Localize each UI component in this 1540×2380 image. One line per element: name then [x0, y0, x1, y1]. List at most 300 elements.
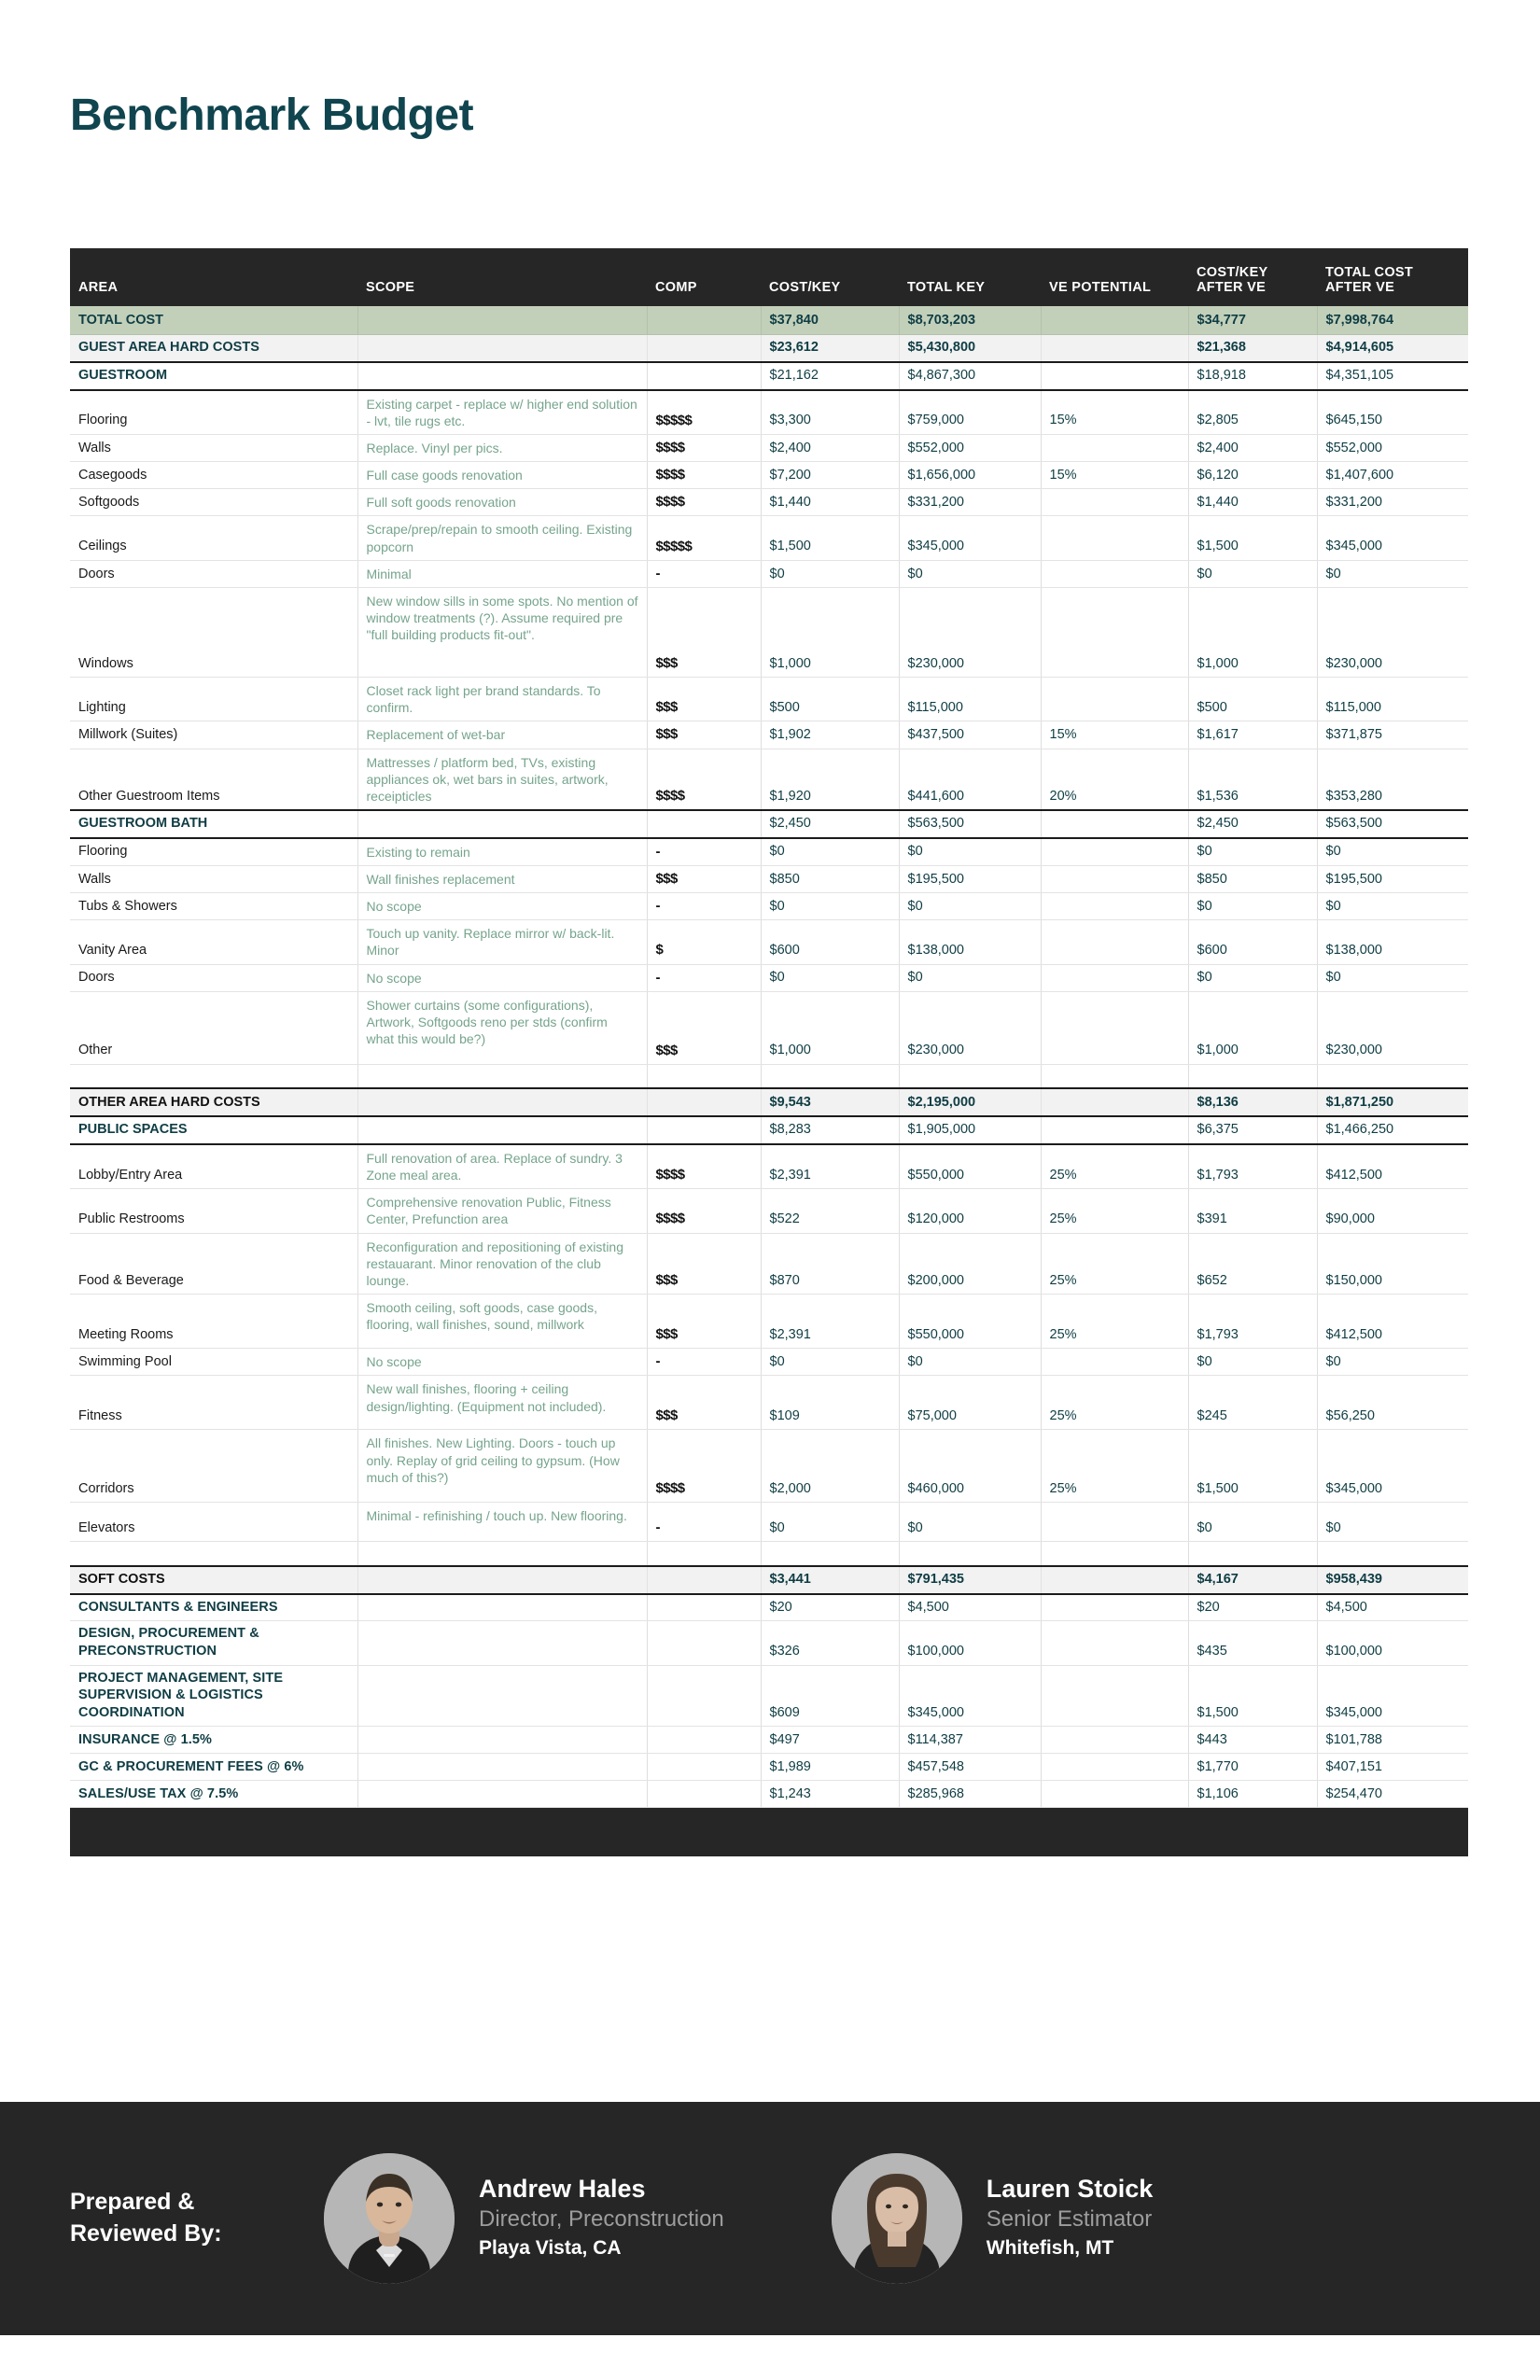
soft-cost-row	[70, 1594, 1468, 1621]
cell-area: GUESTROOM BATH	[70, 810, 357, 838]
cell-area: SALES/USE TAX @ 7.5%	[70, 1781, 357, 1808]
cell-tc_ve: $138,000	[1317, 920, 1468, 964]
cell-tc_ve: $4,914,605	[1317, 334, 1468, 362]
cell-tc_ve: $1,466,250	[1317, 1116, 1468, 1144]
line-item-row	[70, 1189, 1468, 1233]
cell-tc_ve: $90,000	[1317, 1189, 1468, 1233]
cell-total_key: $230,000	[899, 588, 1041, 678]
spacer-cell	[70, 1064, 357, 1088]
cell-total_key: $437,500	[899, 721, 1041, 749]
cell-cost_key: $0	[761, 838, 899, 866]
cell-ve: 25%	[1041, 1144, 1188, 1189]
cell-tc_ve: $115,000	[1317, 678, 1468, 721]
line-item-row	[70, 991, 1468, 1064]
line-item-row	[70, 462, 1468, 489]
spacer-cell	[1317, 1064, 1468, 1088]
cell-area: Elevators	[70, 1503, 357, 1542]
line-item-row	[70, 1233, 1468, 1295]
cell-ve	[1041, 1665, 1188, 1727]
cell-total_key: $550,000	[899, 1295, 1041, 1349]
cell-comp: -	[647, 560, 761, 587]
cell-tc_ve: $345,000	[1317, 1430, 1468, 1503]
cell-total_key: $791,435	[899, 1566, 1041, 1594]
cell-tc_ve: $331,200	[1317, 489, 1468, 516]
cell-ck_ve: $1,617	[1188, 721, 1317, 749]
cell-ve: 25%	[1041, 1189, 1188, 1233]
cell-cost_key: $7,200	[761, 462, 899, 489]
spacer-cell	[357, 1542, 647, 1566]
table-header-row	[70, 248, 1468, 306]
cell-scope: Minimal - refinishing / touch up. New flooring.	[357, 1503, 647, 1542]
cell-comp: -	[647, 838, 761, 866]
spacer-cell	[1041, 1064, 1188, 1088]
cell-tc_ve: $56,250	[1317, 1376, 1468, 1430]
cell-tc_ve: $407,151	[1317, 1754, 1468, 1781]
cell-scope: Mattresses / platform bed, TVs, existing appliances ok, wet bars in suites, artwork, receipticles	[357, 749, 647, 810]
cell-tc_ve: $563,500	[1317, 810, 1468, 838]
person-role: Director, Preconstruction	[479, 2206, 724, 2233]
person-location: Whitefish, MT	[986, 2237, 1114, 2260]
cell-tc_ve: $230,000	[1317, 991, 1468, 1064]
line-item-row	[70, 893, 1468, 920]
cell-comp	[647, 810, 761, 838]
line-item-row	[70, 1295, 1468, 1349]
column-header-scope	[357, 248, 647, 306]
cell-cost_key: $326	[761, 1621, 899, 1665]
column-header-label: TOTAL COST	[1325, 265, 1414, 280]
cell-tc_ve: $7,998,764	[1317, 306, 1468, 334]
cell-ve	[1041, 560, 1188, 587]
cell-comp: -	[647, 964, 761, 991]
cell-total_key: $115,000	[899, 678, 1041, 721]
cell-ve	[1041, 588, 1188, 678]
cell-area: DESIGN, PROCUREMENT & PRECONSTRUCTION	[70, 1621, 357, 1665]
cell-tc_ve: $958,439	[1317, 1566, 1468, 1594]
cell-area: Vanity Area	[70, 920, 357, 964]
cell-cost_key: $37,840	[761, 306, 899, 334]
cell-ck_ve: $1,770	[1188, 1754, 1317, 1781]
line-item-row	[70, 1430, 1468, 1503]
cell-comp: $$$$	[647, 462, 761, 489]
cell-cost_key: $1,902	[761, 721, 899, 749]
cell-total_key: $550,000	[899, 1144, 1041, 1189]
cell-area: Flooring	[70, 838, 357, 866]
cell-cost_key: $0	[761, 964, 899, 991]
soft-cost-row	[70, 1665, 1468, 1727]
man-headshot-icon	[324, 2153, 455, 2284]
cell-area: TOTAL COST	[70, 306, 357, 334]
cell-ve	[1041, 1781, 1188, 1808]
cell-ck_ve: $18,918	[1188, 362, 1317, 390]
cell-tc_ve: $552,000	[1317, 434, 1468, 461]
cell-comp: $$$	[647, 678, 761, 721]
cell-tc_ve: $0	[1317, 893, 1468, 920]
cell-ve: 25%	[1041, 1233, 1188, 1295]
subtotal-row	[70, 1566, 1468, 1594]
cell-total_key: $195,500	[899, 865, 1041, 892]
cell-area: OTHER AREA HARD COSTS	[70, 1088, 357, 1116]
cell-comp	[647, 1566, 761, 1594]
cell-ck_ve: $8,136	[1188, 1088, 1317, 1116]
cell-area: Casegoods	[70, 462, 357, 489]
cell-comp	[647, 362, 761, 390]
person-card-andrew-hales	[324, 2153, 724, 2284]
cell-tc_ve: $195,500	[1317, 865, 1468, 892]
cell-comp	[647, 1088, 761, 1116]
cell-total_key: $5,430,800	[899, 334, 1041, 362]
cell-cost_key: $109	[761, 1376, 899, 1430]
line-item-row	[70, 678, 1468, 721]
cell-ve	[1041, 810, 1188, 838]
cell-ve	[1041, 362, 1188, 390]
cell-ve	[1041, 678, 1188, 721]
cell-cost_key: $2,000	[761, 1430, 899, 1503]
table-end-bar	[70, 1808, 1468, 1856]
cell-ck_ve: $0	[1188, 1349, 1317, 1376]
cell-area: Flooring	[70, 390, 357, 435]
spacer-cell	[1317, 1542, 1468, 1566]
cell-tc_ve: $4,351,105	[1317, 362, 1468, 390]
cell-scope	[357, 1088, 647, 1116]
line-item-row	[70, 390, 1468, 435]
cell-ve	[1041, 1566, 1188, 1594]
cell-cost_key: $20	[761, 1594, 899, 1621]
cell-ck_ve: $20	[1188, 1594, 1317, 1621]
cell-ck_ve: $0	[1188, 560, 1317, 587]
cell-comp: $$$$	[647, 434, 761, 461]
cell-ve	[1041, 865, 1188, 892]
cell-total_key: $138,000	[899, 920, 1041, 964]
cell-area: Softgoods	[70, 489, 357, 516]
cell-cost_key: $1,000	[761, 588, 899, 678]
cell-ve: 15%	[1041, 462, 1188, 489]
person-location: Playa Vista, CA	[479, 2237, 622, 2260]
column-header-label: AREA	[78, 280, 119, 295]
line-item-row	[70, 964, 1468, 991]
cell-tc_ve: $230,000	[1317, 588, 1468, 678]
cell-scope: Existing carpet - replace w/ higher end solution - lvt, tile rugs etc.	[357, 390, 647, 435]
column-header-label: COMP	[655, 280, 697, 295]
cell-tc_ve: $345,000	[1317, 516, 1468, 560]
cell-cost_key: $870	[761, 1233, 899, 1295]
cell-scope: New wall finishes, flooring + ceiling design/lighting. (Equipment not included).	[357, 1376, 647, 1430]
cell-scope: Closet rack light per brand standards. To confirm.	[357, 678, 647, 721]
cell-area: Windows	[70, 588, 357, 678]
cell-ve	[1041, 489, 1188, 516]
cell-tc_ve: $0	[1317, 838, 1468, 866]
cell-area: Other	[70, 991, 357, 1064]
cell-area: Tubs & Showers	[70, 893, 357, 920]
cell-ck_ve: $245	[1188, 1376, 1317, 1430]
cell-ve	[1041, 434, 1188, 461]
cell-scope	[357, 362, 647, 390]
table-end-bar-cell	[70, 1808, 1468, 1856]
group-header-row	[70, 810, 1468, 838]
cell-comp: $$$	[647, 588, 761, 678]
cell-comp: $$$	[647, 1376, 761, 1430]
cell-total_key: $4,500	[899, 1594, 1041, 1621]
cell-ve	[1041, 1727, 1188, 1754]
cell-ve	[1041, 1349, 1188, 1376]
cell-cost_key: $1,920	[761, 749, 899, 810]
cell-ve	[1041, 1621, 1188, 1665]
cell-scope: All finishes. New Lighting. Doors - touch up only. Replay of grid ceiling to gypsum. (How much of this?)	[357, 1430, 647, 1503]
cell-cost_key: $1,500	[761, 516, 899, 560]
cell-cost_key: $1,000	[761, 991, 899, 1064]
cell-ck_ve: $391	[1188, 1189, 1317, 1233]
prepared-label-line2: Reviewed By:	[70, 2220, 222, 2247]
cell-scope	[357, 1665, 647, 1727]
cell-comp: $$$	[647, 991, 761, 1064]
cell-scope: Full soft goods renovation	[357, 489, 647, 516]
cell-total_key: $1,656,000	[899, 462, 1041, 489]
cell-area: Lobby/Entry Area	[70, 1144, 357, 1189]
table-spacer-row	[70, 1542, 1468, 1566]
cell-area: Doors	[70, 964, 357, 991]
cell-comp	[647, 1621, 761, 1665]
cell-area: GUEST AREA HARD COSTS	[70, 334, 357, 362]
soft-cost-row	[70, 1621, 1468, 1665]
cell-ve	[1041, 893, 1188, 920]
woman-headshot-icon	[832, 2153, 962, 2284]
cell-scope: Wall finishes replacement	[357, 865, 647, 892]
cell-ve: 25%	[1041, 1430, 1188, 1503]
cell-tc_ve: $254,470	[1317, 1781, 1468, 1808]
cell-ve: 20%	[1041, 749, 1188, 810]
cell-total_key: $230,000	[899, 991, 1041, 1064]
cell-cost_key: $8,283	[761, 1116, 899, 1144]
cell-total_key: $1,905,000	[899, 1116, 1041, 1144]
line-item-row	[70, 749, 1468, 810]
group-header-row	[70, 362, 1468, 390]
cell-comp: $$$$	[647, 749, 761, 810]
cell-scope	[357, 810, 647, 838]
cell-ve	[1041, 516, 1188, 560]
cell-total_key: $285,968	[899, 1781, 1041, 1808]
cell-total_key: $8,703,203	[899, 306, 1041, 334]
cell-total_key: $0	[899, 1349, 1041, 1376]
cell-comp	[647, 1116, 761, 1144]
cell-area: Lighting	[70, 678, 357, 721]
cell-total_key: $331,200	[899, 489, 1041, 516]
soft-cost-row	[70, 1727, 1468, 1754]
cell-comp: $$$$	[647, 1189, 761, 1233]
spacer-cell	[357, 1064, 647, 1088]
cell-cost_key: $0	[761, 560, 899, 587]
line-item-row	[70, 1376, 1468, 1430]
cell-total_key: $120,000	[899, 1189, 1041, 1233]
cell-ve	[1041, 1754, 1188, 1781]
cell-area: Walls	[70, 865, 357, 892]
cell-ck_ve: $6,375	[1188, 1116, 1317, 1144]
spacer-cell	[647, 1542, 761, 1566]
person-role: Senior Estimator	[986, 2206, 1153, 2233]
person-info-andrew-hales	[479, 2175, 724, 2261]
cell-ve	[1041, 1503, 1188, 1542]
cell-ck_ve: $1,500	[1188, 516, 1317, 560]
cell-area: PUBLIC SPACES	[70, 1116, 357, 1144]
cell-cost_key: $600	[761, 920, 899, 964]
cell-ck_ve: $0	[1188, 893, 1317, 920]
avatar-andrew-hales	[324, 2153, 455, 2284]
cell-ck_ve: $1,500	[1188, 1665, 1317, 1727]
cell-area: INSURANCE @ 1.5%	[70, 1727, 357, 1754]
cell-scope	[357, 1727, 647, 1754]
cell-ve	[1041, 306, 1188, 334]
cell-scope: Full case goods renovation	[357, 462, 647, 489]
cell-scope	[357, 1754, 647, 1781]
cell-scope: No scope	[357, 893, 647, 920]
cell-tc_ve: $353,280	[1317, 749, 1468, 810]
cell-tc_ve: $0	[1317, 964, 1468, 991]
cell-cost_key: $850	[761, 865, 899, 892]
cell-ve	[1041, 1088, 1188, 1116]
line-item-row	[70, 1503, 1468, 1542]
cell-total_key: $200,000	[899, 1233, 1041, 1295]
spacer-cell	[761, 1542, 899, 1566]
cell-cost_key: $23,612	[761, 334, 899, 362]
cell-cost_key: $0	[761, 893, 899, 920]
cell-ve: 25%	[1041, 1376, 1188, 1430]
cell-scope: Replacement of wet-bar	[357, 721, 647, 749]
cell-ck_ve: $1,000	[1188, 588, 1317, 678]
cell-cost_key: $0	[761, 1503, 899, 1542]
table-spacer-row	[70, 1064, 1468, 1088]
cell-area: Corridors	[70, 1430, 357, 1503]
line-item-row	[70, 560, 1468, 587]
line-item-row	[70, 920, 1468, 964]
cell-comp: $$$$$	[647, 516, 761, 560]
spacer-cell	[899, 1542, 1041, 1566]
cell-comp	[647, 1727, 761, 1754]
cell-ck_ve: $850	[1188, 865, 1317, 892]
cell-ck_ve: $1,536	[1188, 749, 1317, 810]
cell-ve: 25%	[1041, 1295, 1188, 1349]
cell-ck_ve: $0	[1188, 964, 1317, 991]
cell-tc_ve: $412,500	[1317, 1295, 1468, 1349]
spacer-cell	[899, 1064, 1041, 1088]
cell-ck_ve: $435	[1188, 1621, 1317, 1665]
column-header-cost_key	[761, 248, 899, 306]
cell-scope	[357, 306, 647, 334]
cell-scope: Existing to remain	[357, 838, 647, 866]
cell-total_key: $759,000	[899, 390, 1041, 435]
cell-total_key: $0	[899, 893, 1041, 920]
column-header-label: TOTAL KEY	[907, 280, 986, 295]
cell-ck_ve: $0	[1188, 838, 1317, 866]
cell-tc_ve: $101,788	[1317, 1727, 1468, 1754]
cell-cost_key: $1,440	[761, 489, 899, 516]
person-name: Lauren Stoick	[986, 2175, 1154, 2204]
cell-scope	[357, 1566, 647, 1594]
cell-area: CONSULTANTS & ENGINEERS	[70, 1594, 357, 1621]
cell-area: Meeting Rooms	[70, 1295, 357, 1349]
cell-cost_key: $2,391	[761, 1144, 899, 1189]
cell-tc_ve: $371,875	[1317, 721, 1468, 749]
spacer-cell	[761, 1064, 899, 1088]
cell-ve	[1041, 1116, 1188, 1144]
cell-area: SOFT COSTS	[70, 1566, 357, 1594]
cell-scope	[357, 1621, 647, 1665]
cell-area: Public Restrooms	[70, 1189, 357, 1233]
cell-cost_key: $3,300	[761, 390, 899, 435]
cell-cost_key: $609	[761, 1665, 899, 1727]
line-item-row	[70, 1349, 1468, 1376]
line-item-row	[70, 588, 1468, 678]
column-header-total_key	[899, 248, 1041, 306]
cell-ck_ve: $4,167	[1188, 1566, 1317, 1594]
column-header-label-second-line: AFTER VE	[1325, 280, 1395, 295]
line-item-row	[70, 516, 1468, 560]
cell-scope: Comprehensive renovation Public, Fitness Center, Prefunction area	[357, 1189, 647, 1233]
spacer-cell	[1188, 1064, 1317, 1088]
column-header-tc_ve	[1317, 248, 1468, 306]
cell-ve	[1041, 334, 1188, 362]
cell-ck_ve: $1,000	[1188, 991, 1317, 1064]
cell-ve	[1041, 838, 1188, 866]
cell-scope: Replace. Vinyl per pics.	[357, 434, 647, 461]
cell-cost_key: $0	[761, 1349, 899, 1376]
cell-cost_key: $522	[761, 1189, 899, 1233]
line-item-row	[70, 865, 1468, 892]
line-item-row	[70, 1144, 1468, 1189]
cell-scope: Shower curtains (some configurations), Artwork, Softgoods reno per stds (confirm what this would be?)	[357, 991, 647, 1064]
cell-total_key: $114,387	[899, 1727, 1041, 1754]
cell-comp: $	[647, 920, 761, 964]
cell-ck_ve: $21,368	[1188, 334, 1317, 362]
cell-tc_ve: $0	[1317, 560, 1468, 587]
cell-tc_ve: $150,000	[1317, 1233, 1468, 1295]
cell-scope: No scope	[357, 964, 647, 991]
soft-cost-row	[70, 1781, 1468, 1808]
table-header	[70, 248, 1468, 306]
cell-comp: -	[647, 1503, 761, 1542]
cell-cost_key: $1,243	[761, 1781, 899, 1808]
cell-ve	[1041, 991, 1188, 1064]
cell-total_key: $0	[899, 838, 1041, 866]
cell-total_key: $345,000	[899, 1665, 1041, 1727]
cell-ck_ve: $443	[1188, 1727, 1317, 1754]
spacer-cell	[70, 1542, 357, 1566]
column-header-label: COST/KEY	[1197, 265, 1268, 280]
benchmark-budget-table	[70, 248, 1468, 1856]
cell-ve	[1041, 964, 1188, 991]
column-header-label: SCOPE	[366, 280, 415, 295]
cell-comp: -	[647, 1349, 761, 1376]
cell-area: Food & Beverage	[70, 1233, 357, 1295]
cell-scope: Smooth ceiling, soft goods, case goods, flooring, wall finishes, sound, millwork	[357, 1295, 647, 1349]
cell-comp: $$$$$	[647, 390, 761, 435]
cell-scope	[357, 334, 647, 362]
cell-scope	[357, 1781, 647, 1808]
cell-cost_key: $1,989	[761, 1754, 899, 1781]
cell-area: Millwork (Suites)	[70, 721, 357, 749]
cell-scope: Scrape/prep/repain to smooth ceiling. Existing popcorn	[357, 516, 647, 560]
cell-cost_key: $21,162	[761, 362, 899, 390]
cell-area: Ceilings	[70, 516, 357, 560]
cell-total_key: $552,000	[899, 434, 1041, 461]
cell-comp: $$$	[647, 1295, 761, 1349]
spacer-cell	[1188, 1542, 1317, 1566]
cell-ve: 15%	[1041, 390, 1188, 435]
cell-ck_ve: $1,440	[1188, 489, 1317, 516]
cell-cost_key: $2,400	[761, 434, 899, 461]
cell-ck_ve: $2,805	[1188, 390, 1317, 435]
column-header-label: COST/KEY	[769, 280, 841, 295]
cell-comp: -	[647, 893, 761, 920]
cell-area: Swimming Pool	[70, 1349, 357, 1376]
person-info-lauren-stoick	[987, 2175, 1154, 2261]
